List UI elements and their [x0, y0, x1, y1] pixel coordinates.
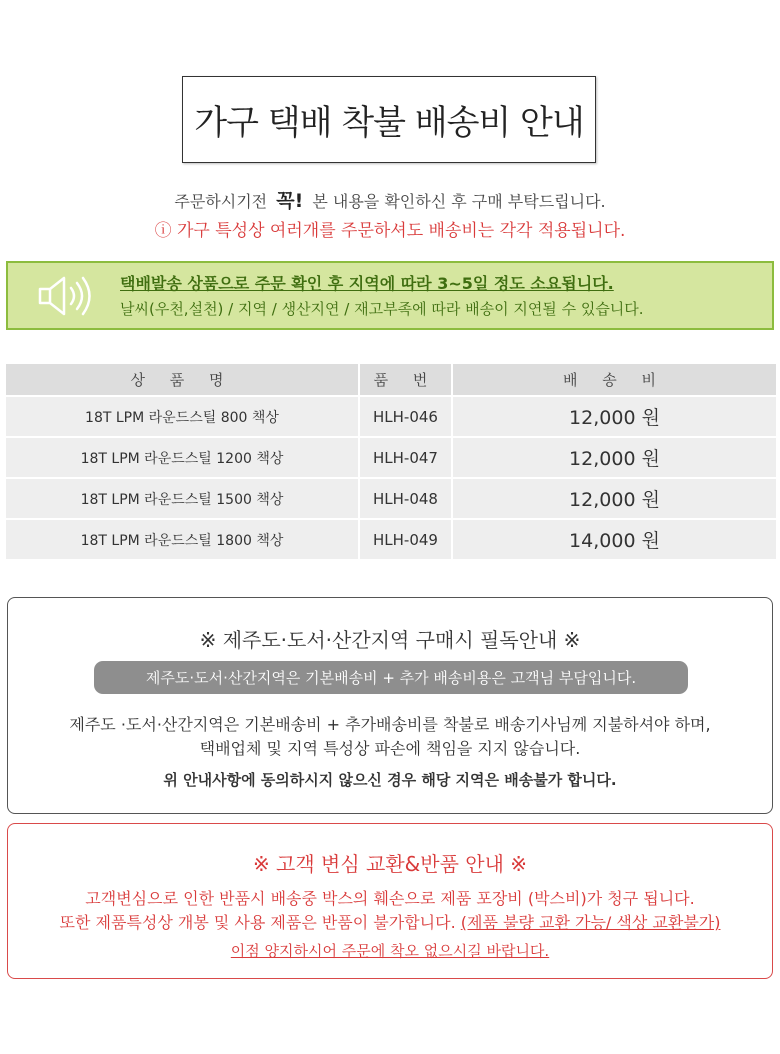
shipping-fee-table: [6, 362, 776, 561]
island-area-notice-box: [7, 597, 773, 814]
speaker-icon: [38, 275, 98, 317]
refund-notice-box: [7, 823, 773, 979]
intro-before: 주문하시기전: [174, 192, 268, 211]
table-row: [6, 397, 776, 436]
table-header-row: [6, 364, 776, 395]
product-code-cell: HLH-049: [360, 520, 453, 559]
table-row: [6, 438, 776, 477]
shipping-fee-cell: 12,000 원: [453, 479, 776, 518]
product-code-cell: HLH-046: [360, 397, 453, 436]
delivery-notice-banner: [6, 261, 774, 330]
table-row: [6, 479, 776, 518]
shipping-fee-cell: 12,000 원: [453, 438, 776, 477]
intro-line-1: [0, 186, 780, 213]
refund-line-2-note: (제품 불량 교환 가능/ 색상 교환불가): [460, 913, 721, 932]
island-notice-title: ※ 제주도·도서·산간지역 구매시 필독안내 ※: [199, 628, 581, 652]
island-text-line-3: 위 안내사항에 동의하시지 않으신 경우 해당 지역은 배송불가 합니다.: [163, 771, 617, 789]
product-code-cell: HLH-047: [360, 438, 453, 477]
header-product-code: 품 번: [360, 364, 453, 395]
island-text-line-1: 제주도 ·도서·산간지역은 기본배송비 + 추가배송비를 착불로 배송기사님께 지불하셔야 하며,: [69, 715, 711, 734]
island-fee-pill-text: 제주도·도서·산간지역은 기본배송비 + 추가 배송비용은 고객님 부담입니다.: [145, 669, 637, 687]
shipping-fee-cell: 12,000 원: [453, 397, 776, 436]
refund-text-line-1: 고객변심으로 인한 반품시 배송중 박스의 훼손으로 제품 포장비 (박스비)가 청구 됩니다.: [85, 889, 695, 908]
refund-notice-title: ※ 고객 변심 교환&반품 안내 ※: [252, 852, 528, 876]
product-code-cell: HLH-048: [360, 479, 453, 518]
refund-text-line-2: [8, 910, 772, 933]
header-product-name: 상 품 명: [6, 364, 360, 395]
table-row: [6, 520, 776, 559]
product-name-cell: 18T LPM 라운드스틸 1500 책상: [6, 479, 360, 518]
product-name-cell: 18T LPM 라운드스틸 1800 책상: [6, 520, 360, 559]
page-title: 가구 택배 착불 배송비 안내: [194, 103, 584, 143]
notice-line-1: 택배발송 상품으로 주문 확인 후 지역에 따라 3~5일 정도 소요됩니다.: [120, 274, 614, 293]
header-shipping-fee: 배 송 비: [453, 364, 776, 395]
product-name-cell: 18T LPM 라운드스틸 1200 책상: [6, 438, 360, 477]
island-text-line-2: 택배업체 및 지역 특성상 파손에 책임을 지지 않습니다.: [199, 739, 581, 758]
product-name-cell: 18T LPM 라운드스틸 800 책상: [6, 397, 360, 436]
refund-text-line-3: 이점 양지하시어 주문에 착오 없으시길 바랍니다.: [230, 942, 550, 960]
intro-emphasis: 꼭!: [276, 190, 304, 212]
shipping-fee-cell: 14,000 원: [453, 520, 776, 559]
intro-after: 본 내용을 확인하신 후 구매 부탁드립니다.: [312, 192, 606, 211]
notice-line-2: 날씨(우천,설천) / 지역 / 생산지연 / 재고부족에 따라 배송이 지연될 수 있습니다.: [120, 300, 644, 318]
page-title-box: [182, 76, 596, 163]
island-fee-pill: [94, 661, 688, 694]
refund-line-2-main: 또한 제품특성상 개봉 및 사용 제품은 반품이 불가합니다.: [59, 913, 456, 932]
intro-line-2: ⓘ 가구 특성상 여러개를 주문하셔도 배송비는 각각 적용됩니다.: [154, 221, 626, 241]
